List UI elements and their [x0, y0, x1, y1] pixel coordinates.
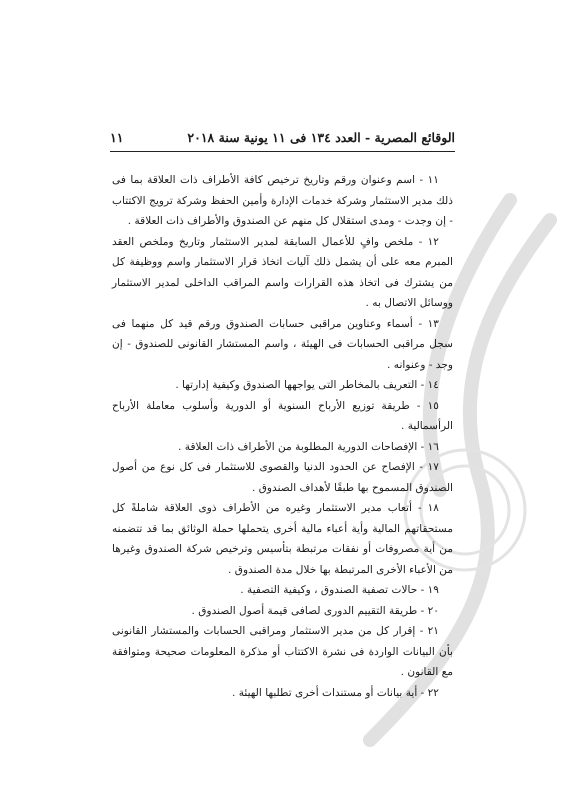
list-item: ١١ - اسم وعنوان ورقم وتاريخ ترخيص كافة الأطراف ذات العلاقة بما فى ذلك مدير الاستثمار وشركة خدمات الإدارة وأمين الحفظ وشركة ترويج الاكتتاب - إن وجدت - ومدى استقلال كل منهم عن الصندوق والأطراف ذات العلاقة .	[112, 174, 453, 227]
list-item: ١٦ - الإفصاحات الدورية المطلوبة من الأطراف ذات العلاقة .	[178, 440, 439, 453]
document-body	[112, 170, 453, 703]
gazette-title: الوقائع المصرية - العدد ١٣٤ فى ١١ يونية سنة ٢٠١٨	[187, 130, 455, 145]
list-item: ١٥ - طريقة توزيع الأرباح السنوية أو الدورية وأسلوب معاملة الأرباح الرأسمالية .	[112, 399, 453, 432]
header-rule	[110, 151, 455, 152]
list-item: ١٤ - التعريف بالمخاطر التى يواجهها الصندوق وكيفية إدارتها .	[175, 379, 439, 391]
list-item: ١٢ - ملخص وافٍ للأعمال السابقة لمدير الاستثمار وتاريخ وملخص العقد المبرم معه على أن يشمل ذلك آليات اتخاذ قرار الاستثمار واسم ووظيفة كل من يشترك فى اتخاذ هذه القرارات واسم المراقب الداخلى لمدير الاستثمار ووسائل الاتصال به .	[112, 235, 453, 309]
list-item: ٢٢ - أية بيانات أو مستندات أخرى تطلبها الهيئة .	[231, 686, 439, 699]
list-item: ١٨ - أتعاب مدير الاستثمار وغيره من الأطراف ذوى العلاقة شاملةً كل مستحقاتهم المالية وأية أعباء مالية أخرى يتحملها حملة الوثائق بما قد تتضمنه من أية مصروفات أو نفقات مرتبطة بتأسيس وترخيص شركة الصندوق وغيرها من الأعباء الأخرى المرتبطة بها خلال مدة الصندوق .	[112, 502, 453, 576]
list-item: ٢١ - إقرار كل من مدير الاستثمار ومراقبى الحسابات والمستشار القانونى بأن البيانات الواردة فى نشرة الاكتتاب أو مذكرة المعلومات صحيحة ومتوافقة مع القانون .	[112, 625, 453, 678]
list-item: ١٣ - أسماء وعناوين مراقبى حسابات الصندوق ورقم قيد كل منهما فى سجل مراقبى الحسابات فى الهيئة ، واسم المستشار القانونى للصندوق - إن وجد - وعنوانه .	[112, 317, 453, 371]
list-item: ١٩ - حالات تصفية الصندوق ، وكيفية التصفية .	[240, 584, 439, 596]
list-item: ٢٠ - طريقة التقييم الدورى لصافى قيمة أصول الصندوق .	[191, 604, 439, 617]
page-number: ١١	[110, 130, 124, 145]
list-item: ١٧ - الإفصاح عن الحدود الدنيا والقصوى للاستثمار فى كل نوع من أصول الصندوق المسموح بها طبقًا لأهداف الصندوق .	[112, 461, 453, 494]
